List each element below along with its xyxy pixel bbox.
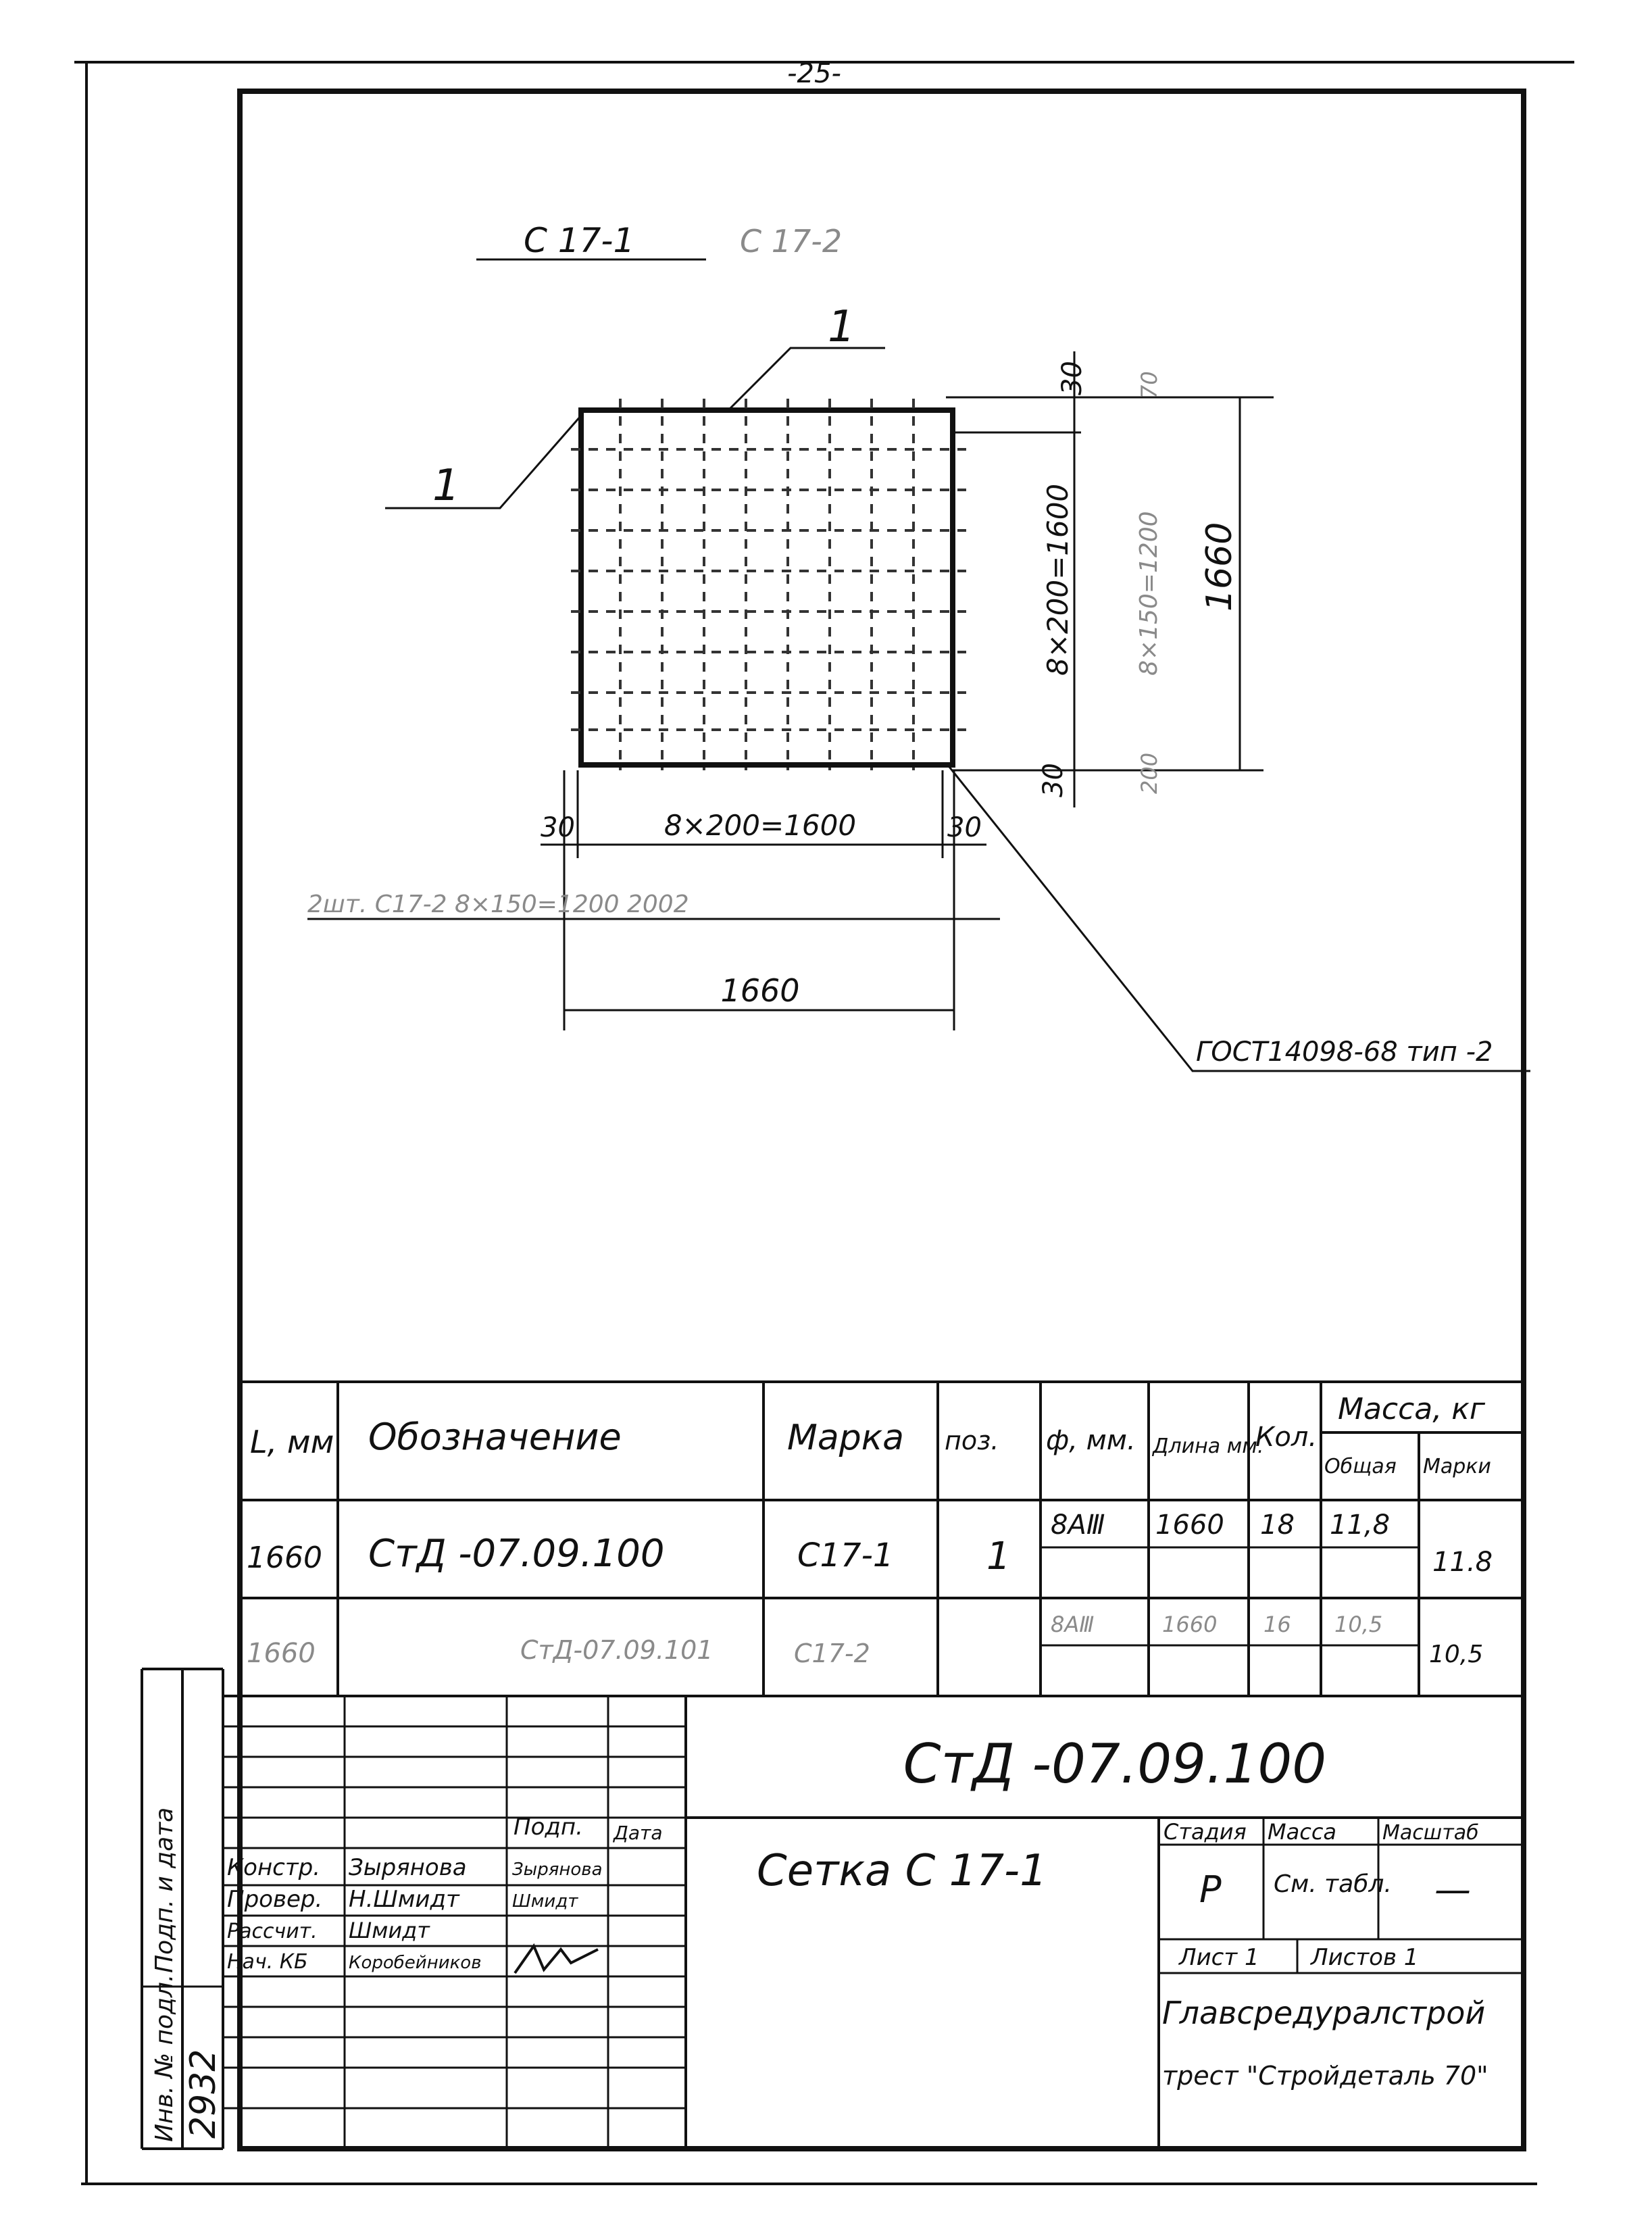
tb-trust: трест "Стройдеталь 70" (1162, 2061, 1488, 2091)
tb-name-4: Коробейников (349, 1953, 482, 1973)
tb-sheets: Листов 1 (1311, 1944, 1419, 1971)
th-pos: поз. (945, 1426, 999, 1455)
row1-diameter: 8АⅢ (1051, 1510, 1105, 1541)
th-mark: Марка (787, 1418, 905, 1458)
title-block (223, 1696, 1524, 2149)
tb-scale-label: Масштаб (1382, 1821, 1479, 1845)
tb-role-2: Провер. (227, 1886, 323, 1913)
spec-table (240, 1382, 1524, 1696)
tb-mass-label: Масса (1268, 1819, 1337, 1845)
side-strip (142, 1669, 224, 2149)
right-dimensions (946, 351, 1274, 807)
row2-mark: С17-2 (794, 1639, 870, 1668)
th-length-mm: Длина мм. (1153, 1435, 1264, 1458)
tb-signature-1: Зырянова (512, 1860, 603, 1880)
tb-date-label: Дата (614, 1822, 663, 1844)
dim-right-total: 1660 (1199, 522, 1240, 612)
tb-name: Сетка С 17-1 (757, 1846, 1047, 1896)
th-diameter: ф, мм. (1046, 1425, 1136, 1456)
callout-leader-left (385, 416, 581, 508)
row1-length-mm: 1660 (1155, 1510, 1224, 1541)
row1-designation: СтД -07.09.100 (368, 1532, 665, 1576)
callout-leader-top (730, 348, 885, 409)
row1-mass-total: 11,8 (1330, 1510, 1391, 1541)
tb-scale: — (1434, 1868, 1471, 1911)
tb-sign-label: Подп. (514, 1814, 583, 1841)
tb-role-3: Рассчит. (227, 1920, 318, 1943)
mesh-outline (581, 410, 953, 765)
mesh-title: С 17-1 (524, 221, 635, 260)
tb-code: СтД -07.09.100 (903, 1732, 1327, 1795)
row2-mass-total: 10,5 (1334, 1612, 1383, 1637)
dim-right-span: 8×200=1600 (1041, 483, 1074, 676)
th-designation: Обозначение (368, 1416, 622, 1458)
dim-right-bottom-30: 30 (1038, 763, 1069, 797)
mesh-title-faint: С 17-2 (740, 223, 843, 259)
row1-mark: С17-1 (797, 1537, 894, 1574)
tb-name-3: Шмидт (349, 1918, 430, 1943)
dim-right-bottom-faint: 200 (1136, 752, 1162, 794)
side-inv-label: Инв. № подл. (151, 1974, 178, 2142)
row2-diameter: 8АⅢ (1051, 1612, 1095, 1637)
row2-length: 1660 (247, 1638, 316, 1669)
dim-bottom-left-30: 30 (541, 812, 575, 843)
tb-signature-2: Шмидт (512, 1891, 578, 1912)
row1-length: 1660 (247, 1541, 322, 1575)
row2-designation: СтД-07.09.101 (520, 1635, 714, 1665)
tb-org: Главсредуралстрой (1162, 1995, 1486, 2031)
side-sign-date-label: Подп. и дата (151, 1807, 178, 1973)
tb-signature-4-mark (515, 1946, 598, 1973)
dim-bottom-span: 8×200=1600 (664, 809, 857, 842)
tb-stage-label: Стадия (1163, 1819, 1247, 1845)
row1-mass-mark: 11.8 (1432, 1547, 1493, 1578)
standard-leader (949, 767, 1530, 1071)
th-mass-mark: Марки (1423, 1455, 1491, 1478)
tb-mass: См. табл. (1274, 1870, 1392, 1898)
tb-role-1: Констр. (227, 1854, 321, 1881)
dim-bottom-right-30: 30 (947, 812, 982, 843)
page-number: -25- (787, 58, 841, 89)
tb-sheet: Лист 1 (1179, 1944, 1259, 1971)
dim-right-top-30: 30 (1057, 361, 1088, 395)
callout-top-pos: 1 (828, 302, 855, 352)
mesh-grid (571, 399, 966, 770)
th-mass-total: Общая (1324, 1455, 1397, 1478)
dim-right-top-faint: 70 (1136, 371, 1162, 399)
th-length: L, мм (250, 1424, 334, 1460)
bottom-dimensions (307, 770, 1000, 1030)
dim-faint-line: 2шт. С17-2 8×150=1200 2002 (307, 891, 689, 918)
tb-name-1: Зырянова (349, 1854, 467, 1881)
callout-left-pos: 1 (432, 461, 460, 511)
th-qty: Кол. (1255, 1422, 1318, 1453)
dim-bottom-total: 1660 (720, 972, 800, 1009)
tb-role-4: Нач. КБ (227, 1950, 308, 1974)
th-mass: Масса, кг (1338, 1392, 1485, 1426)
standard-label: ГОСТ14098-68 тип -2 (1196, 1037, 1493, 1068)
tb-stage: Р (1199, 1868, 1222, 1911)
tb-name-2: Н.Шмидт (349, 1886, 459, 1913)
row1-pos: 1 (986, 1535, 1011, 1578)
row2-mass-mark: 10,5 (1429, 1641, 1484, 1668)
row2-qty: 16 (1263, 1612, 1291, 1637)
side-inv-number: 2932 (183, 2049, 224, 2139)
row1-qty: 18 (1260, 1510, 1295, 1541)
row2-length-mm: 1660 (1162, 1612, 1218, 1637)
dim-right-span-faint: 8×150=1200 (1135, 511, 1163, 676)
